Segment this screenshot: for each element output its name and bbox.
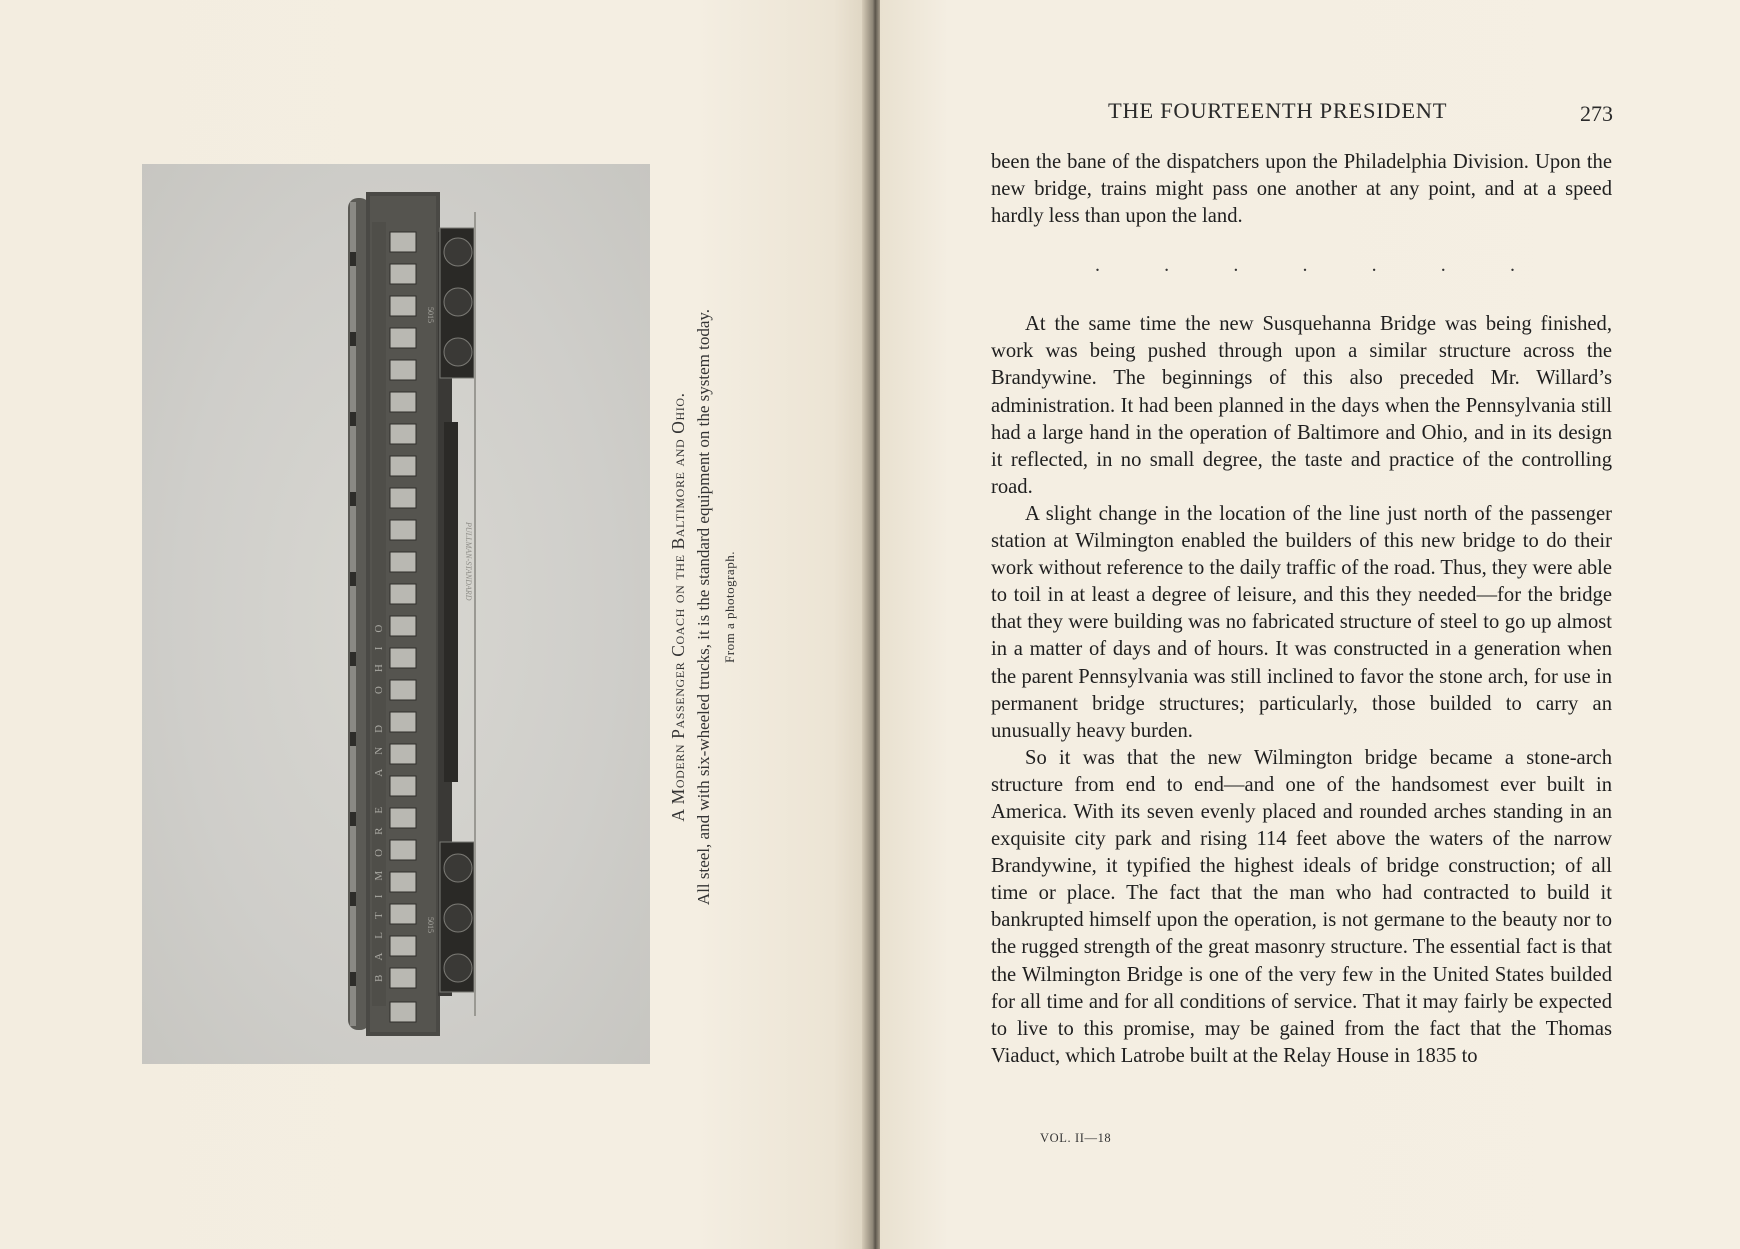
ellipsis-dot: . xyxy=(1440,254,1446,277)
ellipsis-dot: . xyxy=(1509,254,1515,277)
signature-mark: VOL. II—18 xyxy=(1040,1131,1112,1145)
caption-title: A Modern Passenger Coach on the Baltimore and Ohio. xyxy=(668,392,688,822)
body-text xyxy=(991,149,1612,1070)
car-number: 5015 xyxy=(426,917,435,933)
caption-source: From a photograph. xyxy=(722,551,737,663)
ellipsis-dot: . xyxy=(1302,254,1308,277)
paragraph-location-change: A slight change in the location of the line just north of the passenger station at Wilmington enabled the builders of this new bridge to do their work without reference to the daily traffic of the road. Thus, they were able to toil in at least a degree of leisure, and this they needed—for the bridge that they were building was no fabricated structure of steel to go up almost in a matter of days and of hours. It was constructed in a generation when the parent Pennsylvania was still inclined to favor the stone arch, for use in permanent bridge structures; particularly, those builded to carry an unusually heavy burden. xyxy=(991,502,1612,742)
truck-lettering: PULLMAN-STANDARD xyxy=(464,522,473,601)
ellipsis-dot: . xyxy=(1095,254,1100,277)
car-lettering: BALTIMORE AND OHIO xyxy=(373,610,385,982)
paragraph-wilmington-bridge: So it was that the new Wilmington bridge became a stone-arch structure from end to end—and one of the handsomest ever built in America. With its seven evenly placed and rounded arches standing in an exquisite city park and rising 114 feet above the waters of the narrow Brandywine, it typified the highest ideals of bridge construction; of all time or place. The fact that the man who had contracted to build it bankrupted himself upon the operation, is not germane to the beauty nor to the rugged strength of the great masonry structure. The essential fact is that the Wilmington Bridge is one of the very few in the United States builded for all time and for all conditions of service. That it may fairly be expected to live to this promise, may be gained from the fact that the Thomas Viaduct, which Latrobe built at the Relay House in 1835 to xyxy=(991,746,1612,1067)
caption-subtitle: All steel, and with six-wheeled trucks, it is the standard equipment on the system today. xyxy=(694,308,713,906)
ellipsis-dot: . xyxy=(1233,254,1239,277)
photo-plate xyxy=(142,164,650,1064)
continued-paragraph: been the bane of the dispatchers upon the Philadelphia Division. Upon the new bridge, trains might pass one another at any point, and at a speed hardly less than upon the land. xyxy=(991,151,1612,228)
passenger-coach-photo xyxy=(348,192,478,1036)
car-number: 5015 xyxy=(426,307,435,323)
section-break xyxy=(991,230,1612,311)
paragraph-brandywine: At the same time the new Susquehanna Bridge was being finished, work was being pushed through upon a similar structure across the Brandywine. The beginnings of this also preceded Mr. Willard’s administration. It had been planned in the days when the Pennsylvania still had a large hand in the operation of Baltimore and Ohio, and in its design it reflected, in no small degree, the taste and practice of the controlling road. xyxy=(991,313,1612,498)
running-head: THE FOURTEENTH PRESIDENT xyxy=(1108,98,1448,123)
page-number: 273 xyxy=(1580,101,1613,126)
left-page xyxy=(0,0,868,1249)
coach-illustration xyxy=(348,192,478,1036)
ellipsis-dot: . xyxy=(1164,254,1170,277)
ellipsis-dot: . xyxy=(1371,254,1377,277)
